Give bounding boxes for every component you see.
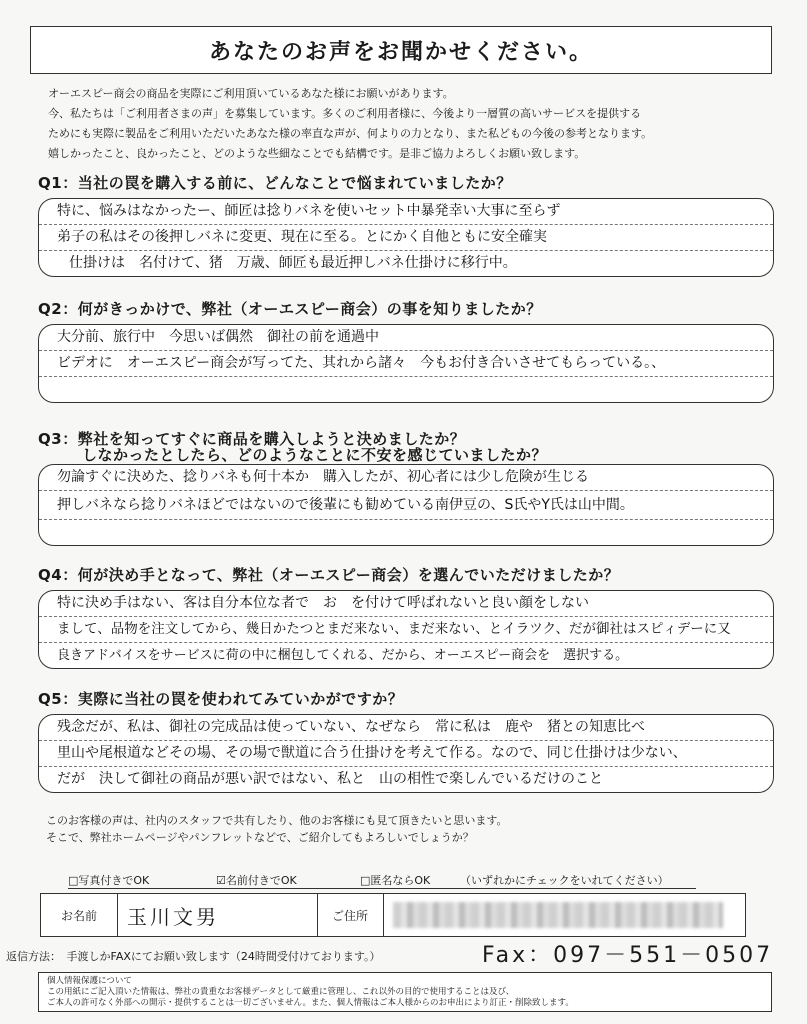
consent-line: そこで、弊社ホームページやパンフレットなどで、ご紹介してもよろしいでしょうか？ bbox=[46, 831, 474, 844]
question-3-sublabel: しなかったとしたら、どのようなことに不安を感じていましたか？ bbox=[82, 446, 548, 464]
answer-line: 仕掛けは 名付けて、猪 万歳、師匠も最近押しバネ仕掛けに移行中。 bbox=[69, 255, 517, 271]
answer-line: だが 決して御社の商品が悪い訳ではない、私と 山の相性で楽しんでいるだけのこと bbox=[57, 771, 603, 787]
answer-line: 特に、悩みはなかったー、師匠は捻りバネを使いセット中暴発幸い大事に至らず bbox=[39, 199, 773, 225]
page-title-box bbox=[30, 26, 772, 74]
question-1-answer-box bbox=[38, 198, 774, 277]
question-1-label: Q1：当社の罠を購入する前に、どんなことで悩まれていましたか？ bbox=[38, 174, 512, 192]
privacy-line: ご本人の許可なく外部への開示・提供することは一切ございません。また、個人情報はご本人様からのお申出により訂正・削除致します。 bbox=[47, 998, 574, 1008]
address-label: ご住所 bbox=[331, 908, 368, 923]
answer-line bbox=[39, 520, 773, 545]
answer-line: 特に決め手はない、客は自分本位な者で お を付けて呼ばれないと良い顔をしない bbox=[39, 591, 773, 617]
privacy-line: この用紙にご記入頂いた情報は、弊社の貴重なお客様データとして厳重に管理し、これ以外の目的で使用することは及び、 bbox=[47, 987, 515, 997]
intro-text bbox=[48, 84, 768, 164]
question-2-label: Q2：何がきっかけで、弊社（オーエスピー商会）の事を知りましたか？ bbox=[38, 300, 542, 318]
answer-line: 弟子の私はその後押しバネに変更、現在に至る。とにかく自他ともに安全確実 bbox=[39, 225, 773, 251]
consent-text bbox=[46, 812, 507, 846]
question-5-label: Q5：実際に当社の罠を使われてみていかがですか？ bbox=[38, 690, 404, 708]
answer-line: 良きアドバイスをサービスに荷の中に梱包してくれる、だから、オーエスピー商会を 選択する。 bbox=[57, 648, 629, 663]
anonymous-ok-checkbox[interactable]: □匿名ならOK bbox=[360, 874, 431, 887]
question-4-label: Q4：何が決め手となって、弊社（オーエスピー商会）を選んでいただけましたか？ bbox=[38, 566, 620, 584]
consent-line: このお客様の声は、社内のスタッフで共有したり、他のお客様にも見て頂きたいと思います。 bbox=[46, 814, 508, 827]
privacy-notice bbox=[38, 972, 772, 1012]
return-method: 返信方法： 手渡しかFAXにてお願い致します（24時間受付けております。） bbox=[6, 950, 381, 963]
answer-line: 残念だが、私は、御社の完成品は使っていない、なぜなら 常に私は 鹿や 猪との知恵比べ bbox=[39, 715, 773, 741]
question-4-answer-box bbox=[38, 590, 774, 669]
name-field[interactable]: 玉川文男 bbox=[127, 904, 219, 929]
intro-line: 今、私たちは「ご利用者さまの声」を募集しています。多くのご利用者様に、今後より一層質の高いサービスを提供する bbox=[48, 107, 642, 120]
answer-line: 里山や尾根道などその場、その場で獣道に合う仕掛けを考えて作る。なので、同じ仕掛けは少ない、 bbox=[39, 741, 773, 767]
intro-line: オーエスピー商会の商品を実際にご利用頂いているあなた様にお願いがあります。 bbox=[48, 87, 454, 100]
question-5-answer-box bbox=[38, 714, 774, 793]
address-field-redacted[interactable] bbox=[393, 902, 723, 928]
checkbox-instruction: （いずれかにチェックをいれてください） bbox=[460, 874, 669, 887]
question-3-answer-box bbox=[38, 464, 774, 546]
intro-line: 嬉しかったこと、良かったこと、どのような些細なことでも結構です。是非ご協力よろしくお願い致します。 bbox=[48, 147, 586, 160]
permission-checkboxes bbox=[68, 872, 696, 889]
fax-number: Fax：097－551－0507 bbox=[482, 943, 774, 968]
answer-line: まして、品物を注文してから、幾日かたつとまだ来ない、まだ来ない、とイラツク、だが御社はスピィデーに又 bbox=[39, 617, 773, 643]
question-2-answer-box bbox=[38, 324, 774, 403]
intro-line: ためにも実際に製品をご利用いただいたあなた様の率直な声が、何よりの力となり、また私どもの今後の参考となります。 bbox=[48, 127, 653, 140]
contact-table bbox=[40, 893, 746, 937]
answer-line: 押しバネなら捻りバネほどではないので後輩にも勧めている南伊豆の、S氏やY氏は山中間。 bbox=[39, 491, 773, 520]
answer-line: 大分前、旅行中 今思いば偶然 御社の前を通過中 bbox=[39, 325, 773, 351]
question-3-label: Q3：弊社を知ってすぐに商品を購入しようと決めましたか？ bbox=[38, 430, 466, 448]
answer-line: ビデオに オーエスピー商会が写ってた、其れから諸々 今もお付き合いさせてもらっている。、 bbox=[39, 351, 773, 377]
photo-ok-checkbox[interactable]: □写真付きでOK bbox=[68, 874, 150, 887]
name-label: お名前 bbox=[60, 908, 97, 923]
answer-line: 勿論すぐに決めた、捻りバネも何十本か 購入したが、初心者には少し危険が生じる bbox=[39, 465, 773, 491]
page-title: あなたのお声をお聞かせください。 bbox=[208, 39, 593, 65]
privacy-line: 個人情報保護について bbox=[47, 976, 132, 986]
name-ok-checkbox[interactable]: ☑名前付きでOK bbox=[216, 874, 297, 887]
answer-line bbox=[39, 377, 773, 402]
